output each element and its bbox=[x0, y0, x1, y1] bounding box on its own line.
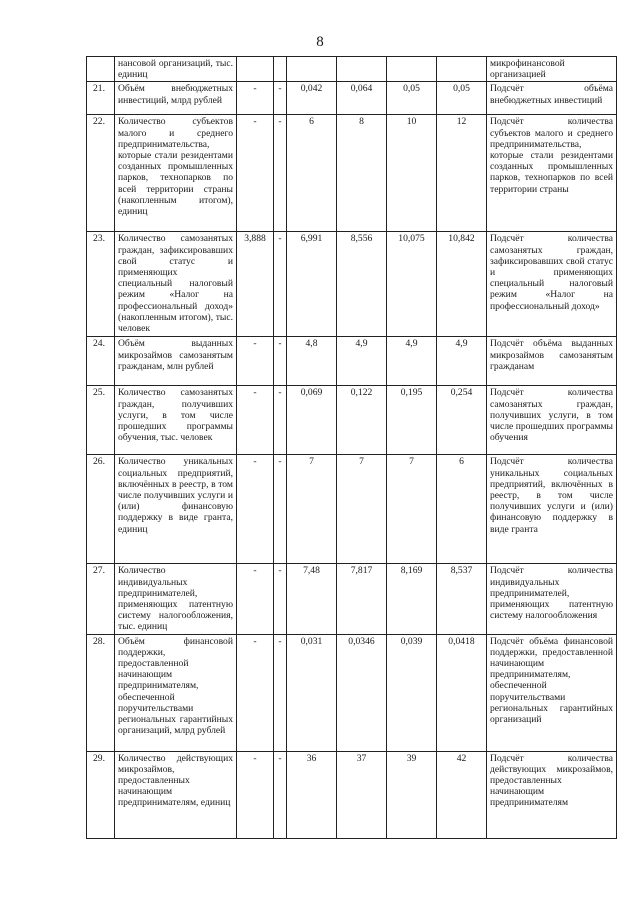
value-cell: 7 bbox=[387, 455, 437, 564]
value-cell: 42 bbox=[437, 751, 487, 838]
method-description: Подсчёт объёма выданных микрозаймов самозанятым гражданам bbox=[487, 337, 617, 386]
value-cell: 36 bbox=[287, 751, 337, 838]
value-cell: 39 bbox=[387, 751, 437, 838]
value-cell: - bbox=[274, 634, 287, 751]
table-row bbox=[87, 386, 617, 455]
value-cell bbox=[287, 57, 337, 82]
method-description: Подсчёт количества индивидуальных предпринимателей, применяющих патентную систему налогообложения bbox=[487, 564, 617, 634]
value-cell: 10 bbox=[387, 115, 437, 232]
method-description: Подсчёт количества самозанятых граждан, зафиксировавших свой статус и применяющих специальный налоговый режим «Налог на профессиональный доход» bbox=[487, 232, 617, 337]
row-number: 23. bbox=[87, 232, 115, 337]
value-cell: 0,064 bbox=[337, 82, 387, 115]
table-row bbox=[87, 455, 617, 564]
value-cell: - bbox=[237, 751, 274, 838]
row-number: 25. bbox=[87, 386, 115, 455]
value-cell bbox=[274, 57, 287, 82]
row-number: 28. bbox=[87, 634, 115, 751]
row-number bbox=[87, 57, 115, 82]
value-cell: - bbox=[237, 455, 274, 564]
value-cell: - bbox=[237, 634, 274, 751]
value-cell: - bbox=[237, 115, 274, 232]
table-body bbox=[87, 57, 617, 839]
table-row bbox=[87, 57, 617, 82]
value-cell: 7,817 bbox=[337, 564, 387, 634]
value-cell: 7 bbox=[287, 455, 337, 564]
value-cell: - bbox=[274, 232, 287, 337]
value-cell: 0,122 bbox=[337, 386, 387, 455]
indicator-name: Количество самозанятых граждан, зафиксировавших свой статус и применяющих специальный налоговый режим «Налог на профессиональный доход» (накопленным итогом), тыс. человек bbox=[115, 232, 237, 337]
indicator-name: Объём финансовой поддержки, предоставленной начинающим предпринимателям, обеспеченной поручительствами региональных гарантийных организаций, млрд рублей bbox=[115, 634, 237, 751]
value-cell: 8 bbox=[337, 115, 387, 232]
value-cell: - bbox=[237, 386, 274, 455]
value-cell: - bbox=[274, 455, 287, 564]
value-cell: 8,169 bbox=[387, 564, 437, 634]
value-cell: 0,05 bbox=[387, 82, 437, 115]
indicator-name: Количество субъектов малого и среднего предпринимательства, которые стали резидентами созданных промышленных парков, технопарков по всей территории страны (накопленным итогом), единиц bbox=[115, 115, 237, 232]
value-cell: 0,195 bbox=[387, 386, 437, 455]
indicator-name: Объём внебюджетных инвестиций, млрд рублей bbox=[115, 82, 237, 115]
method-description: Подсчёт количества субъектов малого и среднего предпринимательства, которые стали резидентами созданных промышленных парков, технопарков по всей территории страны bbox=[487, 115, 617, 232]
indicator-name: Количество уникальных социальных предприятий, включённых в реестр, в том числе получивших услуги и (или) финансовую поддержку в виде гранта, единиц bbox=[115, 455, 237, 564]
row-number: 24. bbox=[87, 337, 115, 386]
value-cell: - bbox=[274, 115, 287, 232]
value-cell: 37 bbox=[337, 751, 387, 838]
value-cell: 8,537 bbox=[437, 564, 487, 634]
row-number: 21. bbox=[87, 82, 115, 115]
value-cell: 12 bbox=[437, 115, 487, 232]
value-cell: - bbox=[237, 82, 274, 115]
indicator-name: Объём выданных микрозаймов самозанятым гражданам, млн рублей bbox=[115, 337, 237, 386]
table-row bbox=[87, 634, 617, 751]
value-cell: 0,069 bbox=[287, 386, 337, 455]
value-cell: 0,0346 bbox=[337, 634, 387, 751]
method-description: Подсчёт количества уникальных социальных предприятий, включённых в реестр, в том числе получивших услуги и (или) финансовую поддержку в виде гранта bbox=[487, 455, 617, 564]
indicator-name: нансовой организаций, тыс. единиц bbox=[115, 57, 237, 82]
value-cell: - bbox=[237, 564, 274, 634]
value-cell: - bbox=[274, 337, 287, 386]
value-cell: - bbox=[274, 386, 287, 455]
value-cell: 10,075 bbox=[387, 232, 437, 337]
value-cell: 10,842 bbox=[437, 232, 487, 337]
method-description: Подсчёт количества самозанятых граждан, получивших услуги, в том числе прошедших программы обучения bbox=[487, 386, 617, 455]
method-description: Подсчёт объёма финансовой поддержки, предоставленной начинающим предпринимателям, обеспеченной поручительствами региональных гарантийных организаций bbox=[487, 634, 617, 751]
method-description: Подсчёт количества действующих микрозаймов, предоставленных начинающим предпринимателям bbox=[487, 751, 617, 838]
value-cell: 4,9 bbox=[437, 337, 487, 386]
page-number: 8 bbox=[316, 34, 324, 50]
row-number: 22. bbox=[87, 115, 115, 232]
value-cell: 7 bbox=[337, 455, 387, 564]
indicator-name: Количество индивидуальных предпринимателей, применяющих патентную систему налогообложения, тыс. единиц bbox=[115, 564, 237, 634]
value-cell: 8,556 bbox=[337, 232, 387, 337]
value-cell: 4,9 bbox=[387, 337, 437, 386]
value-cell: 0,042 bbox=[287, 82, 337, 115]
value-cell: - bbox=[274, 564, 287, 634]
value-cell bbox=[437, 57, 487, 82]
value-cell: 0,039 bbox=[387, 634, 437, 751]
value-cell: 7,48 bbox=[287, 564, 337, 634]
table-row bbox=[87, 564, 617, 634]
value-cell: 0,254 bbox=[437, 386, 487, 455]
table-row bbox=[87, 337, 617, 386]
value-cell: 3,888 bbox=[237, 232, 274, 337]
indicator-name: Количество действующих микрозаймов, предоставленных начинающим предпринимателям, единиц bbox=[115, 751, 237, 838]
table-row bbox=[87, 82, 617, 115]
table-row bbox=[87, 115, 617, 232]
indicator-name: Количество самозанятых граждан, получивших услуги, в том числе прошедших программы обучения, тыс. человек bbox=[115, 386, 237, 455]
method-description: Подсчёт объёма внебюджетных инвестиций bbox=[487, 82, 617, 115]
value-cell: 6,991 bbox=[287, 232, 337, 337]
method-description: микрофинансовой организацией bbox=[487, 57, 617, 82]
indicators-table bbox=[86, 56, 617, 839]
row-number: 27. bbox=[87, 564, 115, 634]
value-cell: 4,9 bbox=[337, 337, 387, 386]
value-cell: 0,031 bbox=[287, 634, 337, 751]
row-number: 26. bbox=[87, 455, 115, 564]
value-cell bbox=[387, 57, 437, 82]
value-cell: 4,8 bbox=[287, 337, 337, 386]
row-number: 29. bbox=[87, 751, 115, 838]
value-cell: 0,05 bbox=[437, 82, 487, 115]
value-cell bbox=[337, 57, 387, 82]
value-cell: - bbox=[237, 337, 274, 386]
table-row bbox=[87, 232, 617, 337]
value-cell: - bbox=[274, 82, 287, 115]
value-cell: 6 bbox=[437, 455, 487, 564]
value-cell bbox=[237, 57, 274, 82]
value-cell: 0,0418 bbox=[437, 634, 487, 751]
table-row bbox=[87, 751, 617, 838]
value-cell: - bbox=[274, 751, 287, 838]
value-cell: 6 bbox=[287, 115, 337, 232]
